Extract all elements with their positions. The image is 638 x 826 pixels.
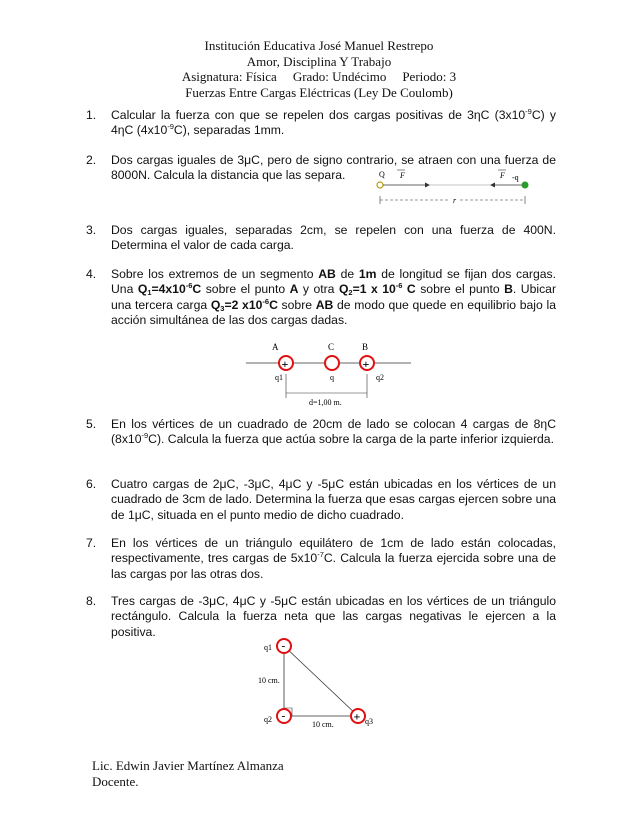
figure-problem-4 xyxy=(246,338,416,408)
sign-q1: + xyxy=(281,357,289,371)
subject: Asignatura: Física xyxy=(181,69,277,84)
period: Periodo: 3 xyxy=(402,69,457,84)
label-a: A xyxy=(272,342,279,352)
teacher-role: Docente. xyxy=(92,774,139,789)
problem-1: 1. Calcular la fuerza con que se repelen dos cargas positivas de 3ηC $(3x10^{-9}C)$ y 4ηC $(4x10^{-9}C)$, separadas 1mm. xyxy=(86,107,556,138)
label-c: C xyxy=(328,342,335,352)
charge-q xyxy=(325,356,339,370)
label-q1: q1 xyxy=(275,373,283,382)
label-q: q xyxy=(330,373,334,382)
hypotenuse xyxy=(284,646,358,716)
label-force-right: F xyxy=(500,171,505,180)
problem-5: 5. En los vértices de un cuadrado de 20cm de lado se colocan 4 cargas de 8ηC $(8x10^{-9}C)$. Calcula la fuerza que actúa sobre la carga de la parte inferior izquierda. xyxy=(86,417,556,447)
label-side-vertical: 10 cm. xyxy=(258,676,280,685)
problem-8: 8. Tres cargas de -3μC, 4μC y -5μC están ubicadas en los vértices de un triángulo rectángulo. Calcula la fuerza neta que las cargas negativas le ejercen a la positiva. xyxy=(86,594,556,639)
document-header xyxy=(0,38,638,100)
sign-q1: - xyxy=(281,640,286,652)
label-q3: q3 xyxy=(365,717,373,726)
problem-3: 3. Dos cargas iguales, separadas 2cm, se repelen con una fuerza de 400N. Determina el valor de cada carga. xyxy=(86,223,556,253)
figure-problem-2 xyxy=(370,166,550,208)
figure-problem-8 xyxy=(254,634,384,734)
course-info xyxy=(0,69,638,85)
charge-q xyxy=(377,182,383,188)
label-distance: d=1,00 m. xyxy=(309,398,342,407)
label-q2: q2 xyxy=(264,715,272,724)
sign-q3: + xyxy=(353,709,361,724)
sign-q2: + xyxy=(362,357,370,371)
topic: Fuerzas Entre Cargas Eléctricas (Ley De Coulomb) xyxy=(185,84,453,100)
sign-q2: - xyxy=(281,710,286,722)
charge-neg-q xyxy=(522,182,528,188)
institution-name: Institución Educativa José Manuel Restrepo xyxy=(204,38,434,53)
problem-4: 4. Sobre los extremos de un segmento AB de 1m de longitud se fijan dos cargas. Una $Q_1=4x10^{-6}C$ sobre el punto A y otra $Q_2=1$ x $10^{-6}$ C sobre el punto B. Ubicar una tercera carga $Q_3=2$ $x10^{-6}C$ sobre AB de modo que quede en equilibrio bajo la acción simultánea de las dos cargas dadas. xyxy=(86,267,557,328)
motto: Amor, Disciplina Y Trabajo xyxy=(246,53,392,69)
label-q1: q1 xyxy=(264,643,272,652)
teacher-name: Lic. Edwin Javier Martínez Almanza xyxy=(92,758,284,773)
label-q2: q2 xyxy=(376,373,384,382)
label-b: B xyxy=(362,342,369,352)
document-footer xyxy=(92,758,284,790)
label-r: r xyxy=(453,196,457,205)
label-q: Q xyxy=(379,170,385,179)
label-side-horizontal: 10 cm. xyxy=(312,720,334,729)
problem-2: 2. Dos cargas iguales de 3μC, pero de signo contrario, se atraen con una fuerza de 8000N. Calcula la distancia que las separa. xyxy=(86,153,556,183)
label-neg-q: -q xyxy=(512,173,519,182)
problem-6: 6. Cuatro cargas de 2μC, -3μC, 4μC y -5μC están ubicadas en los vértices de un cuadrado de 3cm de lado. Determina la fuerza que esas cargas ejercen sobre una de 1μC, situada en el punto medio de dicho cuadrado. xyxy=(86,477,556,522)
problem-7: 7. En los vértices de un triángulo equilátero de 1cm de lado están colocadas, respectivamente, tres cargas de $5x10^{-7}C$. Calcula la fuerza ejercida sobre una de las cargas por las otras dos. xyxy=(86,536,557,581)
arrowhead-left xyxy=(425,183,430,188)
arrowhead-right xyxy=(490,183,495,188)
label-force-left: F xyxy=(400,171,405,180)
grade: Grado: Undécimo xyxy=(292,69,387,84)
